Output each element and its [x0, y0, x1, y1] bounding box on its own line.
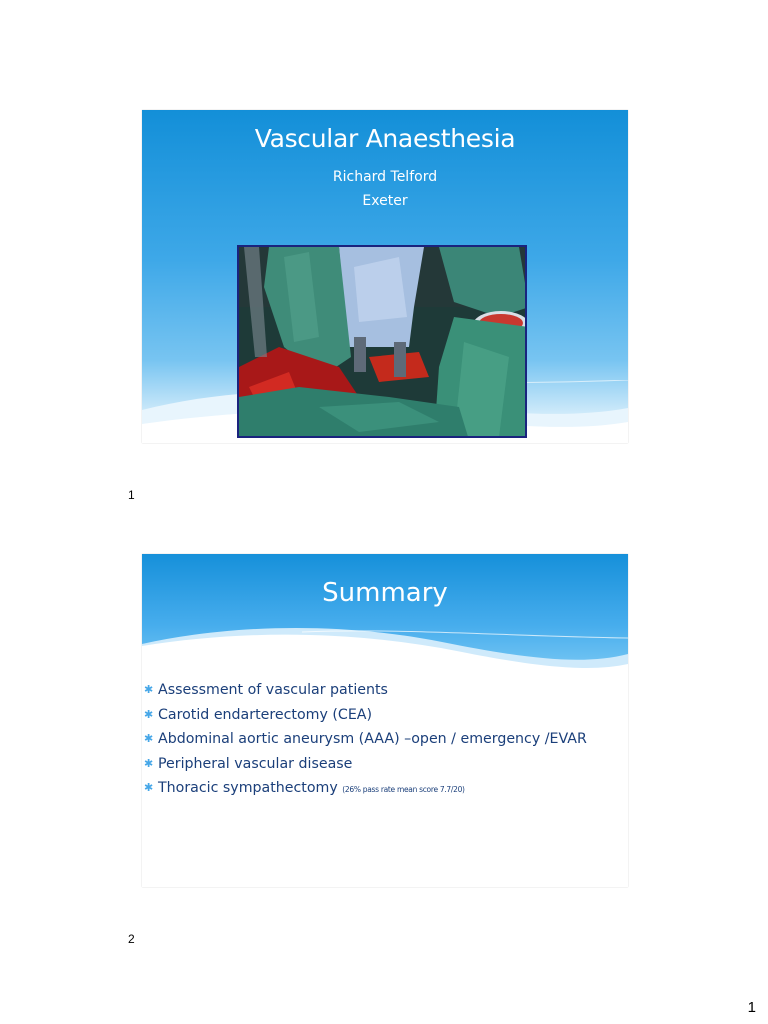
list-item: [142, 703, 628, 728]
list-item: [142, 727, 628, 752]
list-item-label: Peripheral vascular disease: [158, 755, 353, 772]
slide-2-number: 2: [128, 932, 135, 946]
list-item-label: Thoracic sympathectomy: [158, 780, 338, 796]
list-item: [142, 776, 628, 801]
bullet-icon: ✱: [144, 756, 154, 770]
page-number: 1: [747, 999, 756, 1016]
list-item-label: Abdominal aortic aneurysm (AAA) –open / emergency /EVAR: [158, 731, 587, 747]
operating-theatre-photo: [237, 245, 527, 438]
list-item: [142, 752, 628, 777]
slide-2-title: Summary: [322, 578, 448, 608]
slide-1-number: 1: [128, 488, 135, 502]
slide-1: [142, 110, 628, 443]
list-item-label: Assessment of vascular patients: [158, 682, 388, 698]
slide-1-location: Exeter: [362, 193, 408, 209]
bullet-icon: ✱: [144, 683, 154, 696]
pass-rate-note: (26% pass rate mean score 7.7/20): [342, 785, 465, 794]
slide-1-author: Richard Telford: [332, 169, 438, 185]
summary-list: [142, 678, 628, 801]
bullet-icon: ✱: [144, 781, 154, 794]
bullet-icon: ✱: [144, 707, 154, 721]
list-item: [142, 678, 628, 703]
bullet-icon: ✱: [144, 732, 154, 745]
slide-2: [142, 554, 628, 887]
list-item-label: Carotid endarterectomy (CEA): [158, 706, 373, 723]
slide-1-title: Vascular Anaesthesia: [254, 124, 516, 153]
